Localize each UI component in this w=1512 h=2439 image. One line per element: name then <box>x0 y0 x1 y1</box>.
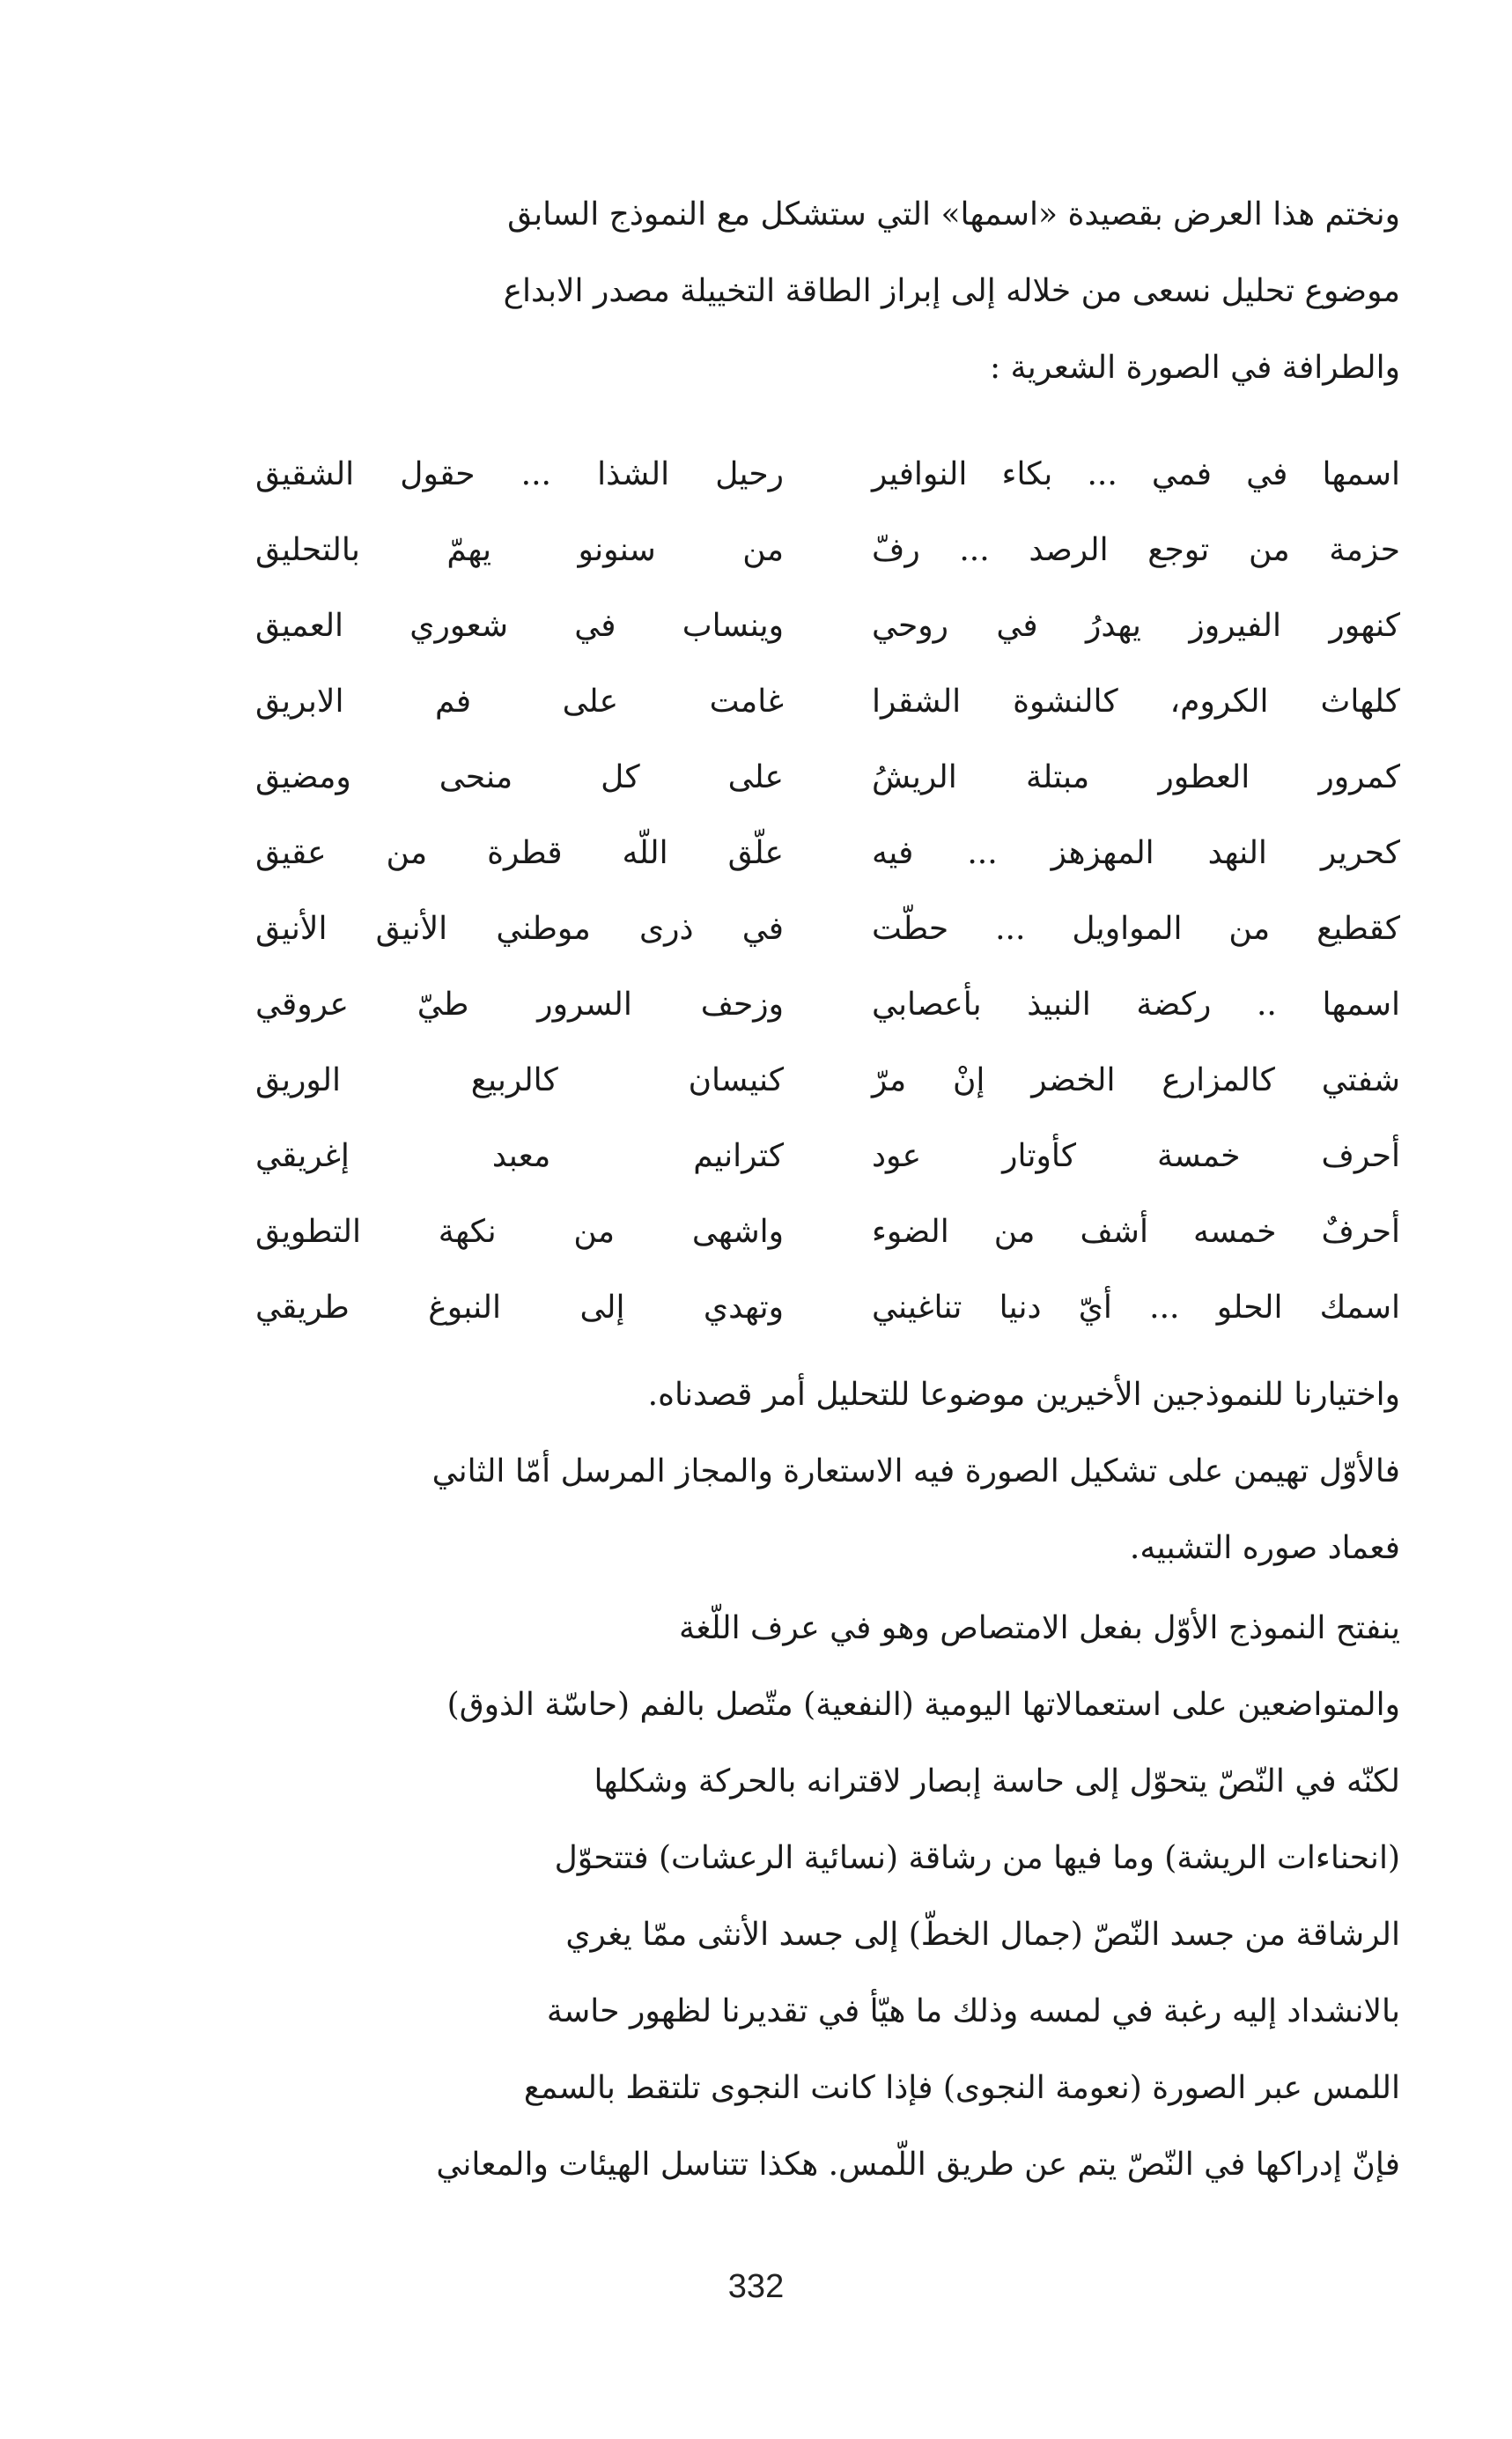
text-line: فالأوّل تهيمن على تشكيل الصورة فيه الاستعارة والمجاز المرسل أمّا الثاني <box>431 1453 1400 1489</box>
analysis-paragraph <box>181 1590 1400 2203</box>
poem-second-hemistich: وينساب في شعوري العميق <box>255 607 784 644</box>
poem-verse <box>181 663 1400 739</box>
text-line: فإنّ إدراكها في النّصّ يتم عن طريق اللّمس. هكذا تتناسل الهيئات والمعاني <box>436 2147 1400 2183</box>
poem-verse <box>181 436 1400 512</box>
text-line: واختيارنا للنموذجين الأخيرين موضوعا للتحليل أمر قصدناه. <box>647 1377 1400 1413</box>
poem-verse <box>181 1118 1400 1194</box>
poem-verse <box>181 891 1400 966</box>
poem-first-hemistich: شفتي كالمزارع الخضر إنْ مرّ <box>872 1061 1400 1098</box>
poem-second-hemistich: من سنونو يهمّ بالتحليق <box>255 531 784 568</box>
page-number: 332 <box>727 2268 785 2305</box>
poem-first-hemistich: اسمها .. ركضة النبيذ بأعصابي <box>872 986 1400 1023</box>
intro-paragraph <box>181 176 1400 406</box>
poem-second-hemistich: علّق اللّه قطرة من عقيق <box>255 834 784 871</box>
poem-second-hemistich: وزحف السرور طيّ عروقي <box>255 986 784 1023</box>
poem-verse <box>181 588 1400 663</box>
poem-first-hemistich: اسمك الحلو ... أيّ دنيا تناغيني <box>872 1289 1400 1326</box>
text-line: (انحناءات الريشة) وما فيها من رشاقة (نسائية الرعشات) فتتحوّل <box>554 1840 1400 1876</box>
poem-first-hemistich: أحرف خمسة كأوتار عود <box>872 1137 1400 1174</box>
poem-second-hemistich: كنيسان كالربيع الوريق <box>255 1061 784 1098</box>
poem-verse <box>181 1269 1400 1345</box>
text-line: الرشاقة من جسد النّصّ (جمال الخطّ) إلى جسد الأنثى ممّا يغري <box>565 1917 1400 1953</box>
poem-verse <box>181 739 1400 815</box>
poem-second-hemistich: غامت على فم الابريق <box>255 683 784 720</box>
poem-verse <box>181 1042 1400 1118</box>
poem-second-hemistich: على كل منحى ومضيق <box>255 758 784 795</box>
text-line: لكنّه في النّصّ يتحوّل إلى حاسة إبصار لاقترانه بالحركة وشكلها <box>594 1763 1400 1800</box>
poem-first-hemistich: كلهاث الكروم، كالنشوة الشقرا <box>872 683 1400 720</box>
text-line: ينفتح النموذج الأوّل بفعل الامتصاص وهو في عرف اللّغة <box>679 1610 1400 1646</box>
poem-verse <box>181 512 1400 588</box>
poem-second-hemistich: رحيل الشذا ... حقول الشقيق <box>255 455 784 492</box>
poem-verse <box>181 815 1400 891</box>
text-line: والطرافة في الصورة الشعرية : <box>989 350 1400 386</box>
text-line: ونختم هذا العرض بقصيدة «اسمها» التي ستشكل مع النموذج السابق <box>507 196 1400 233</box>
text-line: بالانشداد إليه رغبة في لمسه وذلك ما هيّأ في تقديرنا لظهور حاسة <box>546 1993 1400 2029</box>
poem-second-hemistich: كترانيم معبد إغريقي <box>255 1137 784 1174</box>
text-line: والمتواضعين على استعمالاتها اليومية (النفعية) متّصل بالفم (حاسّة الذوق) <box>446 1687 1400 1723</box>
text-line: اللمس عبر الصورة (نعومة النجوى) فإذا كانت النجوى تلتقط بالسمع <box>523 2070 1400 2106</box>
poem-first-hemistich: كنهور الفيروز يهدرُ في روحي <box>872 607 1400 644</box>
poem-first-hemistich: كمرور العطور مبتلة الريشُ <box>872 758 1400 795</box>
poem-first-hemistich: أحرفٌ خمسه أشف من الضوء <box>872 1213 1400 1250</box>
text-line: موضوع تحليل نسعى من خلاله إلى إبراز الطاقة التخييلة مصدر الابداع <box>503 273 1400 309</box>
poem-first-hemistich: حزمة من توجع الرصد ... رفّ <box>872 531 1400 568</box>
poem-second-hemistich: واشهى من نكهة التطويق <box>255 1213 784 1250</box>
poem-first-hemistich: كحرير النهد المهزهز ... فيه <box>872 834 1400 871</box>
poem-second-hemistich: في ذرى موطني الأنيق الأنيق <box>255 910 784 947</box>
poem <box>181 436 1400 1345</box>
poem-first-hemistich: كقطيع من المواويل ... حطّت <box>872 910 1400 947</box>
text-line: فعماد صوره التشبيه. <box>1129 1530 1400 1566</box>
poem-first-hemistich: اسمها في فمي ... بكاء النوافير <box>872 455 1400 492</box>
poem-second-hemistich: وتهدي إلى النبوغ طريقي <box>255 1289 784 1326</box>
poem-verse <box>181 966 1400 1042</box>
poem-verse <box>181 1194 1400 1269</box>
choice-paragraph <box>181 1356 1400 1586</box>
